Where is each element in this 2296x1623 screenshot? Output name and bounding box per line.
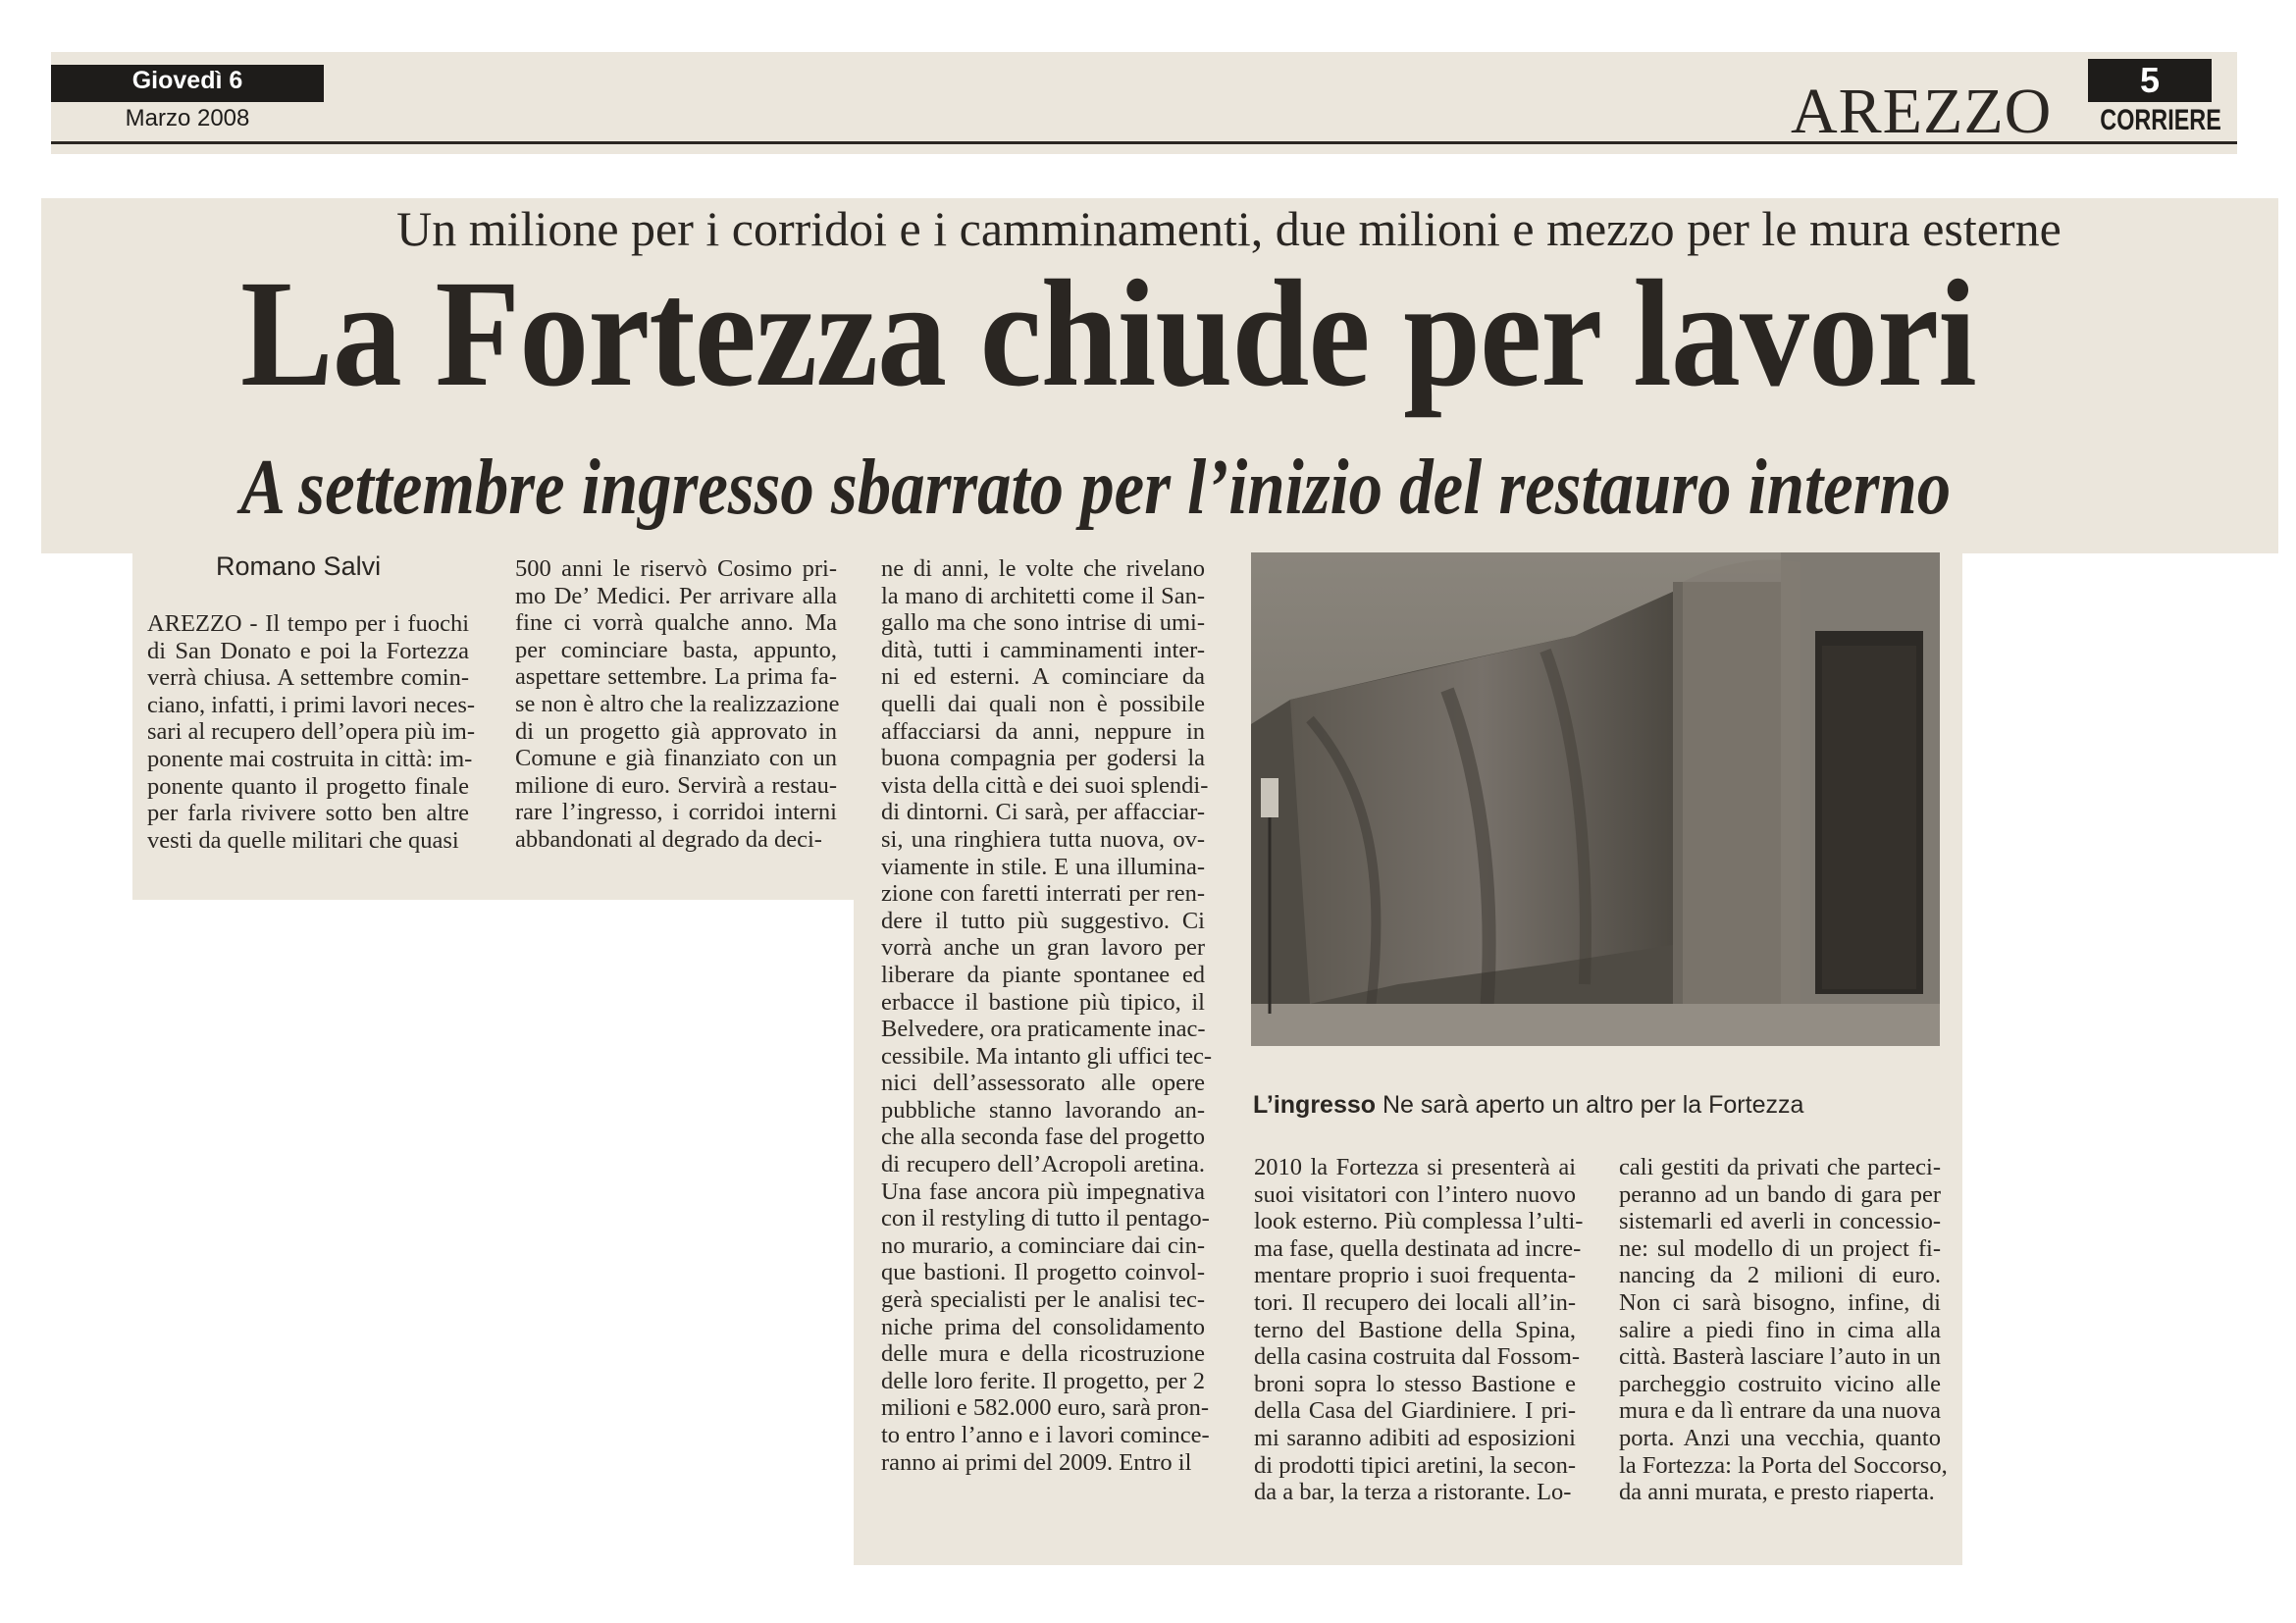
article-line: broni sopra lo stesso Bastione e	[1254, 1370, 1576, 1397]
article-line: affacciarsi da anni, neppure in	[881, 717, 1205, 745]
article-line: cali gestiti da privati che parteci-	[1619, 1154, 1941, 1180]
caption-label: L’ingresso	[1253, 1091, 1377, 1119]
article-line: fine ci vorrà qualche anno. Ma	[515, 609, 837, 637]
article-line: delle mura e della ricostruzione	[881, 1340, 1205, 1368]
article-line: cessibile. Ma intanto gli uffici tec-	[881, 1042, 1213, 1070]
article-line: Belvedere, ora praticamente inac-	[881, 1016, 1206, 1043]
article-line: milioni e 582.000 euro, sarà pron-	[881, 1394, 1210, 1422]
article-line: gallo ma che sono intrise di umi-	[881, 609, 1205, 637]
article-line: viamente in stile. E una illumina-	[881, 853, 1205, 880]
photo-caption	[1253, 1091, 1803, 1120]
date-month: Marzo 2008	[125, 105, 250, 131]
article-column-4	[1254, 1154, 1584, 1506]
article-line: ponente quanto il progetto finale	[147, 772, 469, 800]
article-line: parcheggio costruito vicino alle	[1619, 1370, 1941, 1397]
article-line: mura e da lì entrare da una nuova	[1619, 1397, 1941, 1425]
article-line: la Fortezza: la Porta del Soccorso,	[1619, 1451, 1948, 1479]
article-line: vista della città e dei suoi splendi-	[881, 771, 1209, 799]
byline: Romano Salvi	[216, 551, 382, 581]
article-line: tori. Il recupero dei locali all’in-	[1254, 1288, 1576, 1316]
section-city: AREZZO	[1791, 76, 2053, 147]
article-line: rare l’ingresso, i corridoi interni	[515, 799, 837, 826]
article-line: milione di euro. Servirà a restau-	[515, 771, 837, 799]
article-line: ma fase, quella destinata ad incre-	[1254, 1234, 1582, 1262]
article-line: vorrà anche un gran lavoro per	[881, 934, 1205, 962]
article-line: nancing da 2 milioni di euro.	[1619, 1262, 1941, 1289]
article-line: AREZZO - Il tempo per i fuochi	[147, 610, 469, 637]
article-line: aspettare settembre. La prima fa-	[515, 663, 837, 691]
article-line: que bastioni. Il progetto coinvol-	[881, 1259, 1205, 1286]
article-line: 500 anni le riservò Cosimo pri-	[515, 555, 837, 582]
article-line: zione con faretti interrati per ren-	[881, 880, 1205, 908]
article-line: di dintorni. Ci sarà, per affacciar-	[881, 799, 1205, 826]
article-line: suoi visitatori con l’intero nuovo	[1254, 1180, 1576, 1208]
article-line: terno del Bastione della Spina,	[1254, 1316, 1576, 1343]
caption-text: Ne sarà aperto un altro per la Fortezza	[1383, 1091, 1804, 1119]
article-line: sari al recupero dell’opera più im-	[147, 718, 476, 746]
article-line: ni ed esterni. A cominciare da	[881, 663, 1205, 691]
article-column-2	[515, 555, 840, 854]
article-line: niche prima del consolidamento	[881, 1313, 1205, 1340]
article-column-5	[1619, 1154, 1948, 1506]
article-line: liberare da piante spontanee ed	[881, 961, 1205, 988]
article-line: la mano di architetti come il San-	[881, 582, 1205, 609]
article-line: per farla rivivere sotto ben altre	[147, 800, 469, 827]
article-line: salire a piedi fino in cima alla	[1619, 1316, 1941, 1343]
article-line: per cominciare basta, appunto,	[515, 636, 837, 663]
article-line: che alla seconda fase del progetto	[881, 1124, 1205, 1151]
article-line: ciano, infatti, i primi lavori neces-	[147, 691, 476, 718]
article-line: da a bar, la terza a ristorante. Lo-	[1254, 1479, 1572, 1506]
fortress-wall-illustration	[1251, 552, 1940, 1046]
page-number: 5	[2088, 59, 2212, 102]
article-line: della casina costruita dal Fossom-	[1254, 1343, 1581, 1371]
article-line: verrà chiusa. A settembre comin-	[147, 664, 469, 692]
article-line: dere il tutto più suggestivo. Ci	[881, 907, 1205, 934]
article-line: Una fase ancora più impegnativa	[881, 1178, 1205, 1205]
article-line: 2010 la Fortezza si presenterà ai	[1254, 1154, 1576, 1180]
headline: La Fortezza chiude per lavori	[240, 248, 1976, 418]
article-line: pubbliche stanno lavorando an-	[881, 1096, 1205, 1124]
article-line: nici dell’assessorato alle opere	[881, 1070, 1205, 1097]
article-line: ne: sul modello di un project fi-	[1619, 1234, 1941, 1262]
article-line: di un progetto già approvato in	[515, 717, 837, 745]
article-line: città. Basterà lasciare l’auto in un	[1619, 1343, 1941, 1371]
article-line: vesti da quelle militari che quasi	[147, 826, 459, 854]
article-line: no murario, a cominciare dai cin-	[881, 1231, 1205, 1259]
article-line: mi saranno adibiti ad esposizioni	[1254, 1424, 1576, 1451]
fortress-entrance-photo	[1251, 552, 1940, 1046]
article-line: to entro l’anno e i lavori comince-	[881, 1422, 1210, 1448]
article-line: Non ci sarà bisogno, infine, di	[1619, 1288, 1941, 1316]
article-line: quelli dai quali non è possibile	[881, 690, 1205, 717]
article-line: se non è altro che la realizzazione	[515, 690, 840, 717]
article-line: gerà specialisti per le analisi tec-	[881, 1286, 1205, 1314]
article-line: con il restyling di tutto il pentago-	[881, 1205, 1210, 1232]
article-line: di recupero dell’Acropoli aretina.	[881, 1151, 1205, 1178]
article-line: ponente mai costruita in città: im-	[147, 745, 473, 772]
article-line: sistemarli ed averli in concessio-	[1619, 1208, 1941, 1235]
article-line: della Casa del Giardiniere. I pri-	[1254, 1397, 1576, 1425]
article-line: erbacce il bastione più tipico, il	[881, 988, 1205, 1016]
article-line: peranno ad un bando di gara per	[1619, 1180, 1941, 1208]
article-column-1	[147, 610, 476, 854]
article-line: ranno ai primi del 2009. Entro il	[881, 1448, 1192, 1476]
article-line: look esterno. Più complessa l’ulti-	[1254, 1208, 1584, 1235]
article-line: di prodotti tipici aretini, la secon-	[1254, 1451, 1576, 1479]
article-line: dità, tutti i camminamenti inter-	[881, 636, 1205, 663]
article-column-3	[881, 555, 1213, 1476]
article-line: mo De’ Medici. Per arrivare alla	[515, 582, 837, 609]
article-line: ne di anni, le volte che rivelano	[881, 555, 1205, 582]
date-day: Giovedì 6	[131, 67, 243, 94]
article-line: Comune e già finanziato con un	[515, 745, 837, 772]
article-line: abbandonati al degrado da deci-	[515, 825, 822, 853]
subheadline: A settembre ingresso sbarrato per l’inizio del restauro interno	[240, 445, 1952, 531]
article-line: si, una ringhiera tutta nuova, ov-	[881, 825, 1205, 853]
article-line: porta. Anzi una vecchia, quanto	[1619, 1424, 1941, 1451]
article-line: buona compagnia per godersi la	[881, 745, 1205, 772]
article-line: mentare proprio i suoi frequenta-	[1254, 1262, 1576, 1289]
kicker: Un milione per i corridoi e i camminamenti, due milioni e mezzo per le mura esterne	[396, 201, 2061, 256]
article-line: di San Donato e poi la Fortezza	[147, 637, 469, 664]
article-line: da anni murata, e presto riaperta.	[1619, 1479, 1935, 1506]
article-line: delle loro ferite. Il progetto, per 2	[881, 1367, 1205, 1394]
newspaper-name: CORRIERE	[2100, 104, 2221, 136]
